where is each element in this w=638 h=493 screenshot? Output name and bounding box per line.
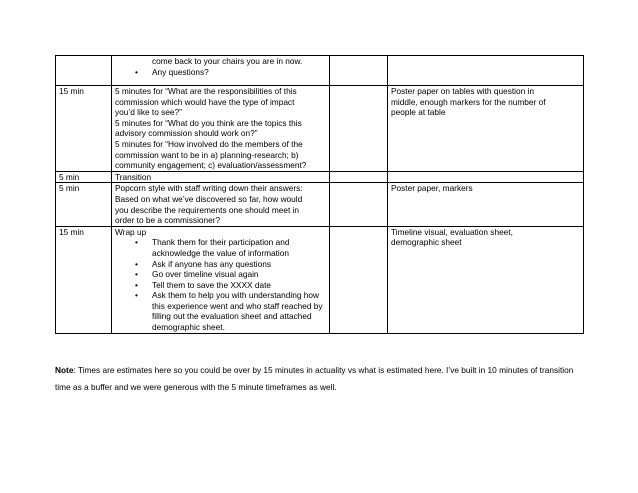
bullet-icon: • xyxy=(135,269,138,280)
note-text: : Times are estimates here so you could be over by 15 minutes in actuality vs what is estimated here. I’ve built in 10 minutes of transition time as a buffer and we were generous with the 5 minute timeframes as well. xyxy=(55,365,574,392)
activity-cell xyxy=(112,56,330,86)
activity-cell xyxy=(112,226,330,333)
empty-cell xyxy=(330,183,388,226)
bullet-icon: • xyxy=(135,66,138,77)
table-row xyxy=(56,226,584,333)
materials-line: people at table xyxy=(391,107,446,118)
time-cell xyxy=(56,56,112,86)
materials-line: Poster paper, markers xyxy=(391,183,473,194)
activity-cell: Transition xyxy=(112,171,330,183)
activity-line: advisory commission should work on?” xyxy=(115,128,258,139)
bullet-line: demographic sheet. xyxy=(152,322,225,333)
empty-cell xyxy=(330,226,388,333)
bullet-line: Tell them to save the XXXX date xyxy=(152,279,271,290)
note-label: Note xyxy=(55,365,74,375)
bullet-line: filling out the evaluation sheet and attached xyxy=(152,311,312,322)
materials-line: middle, enough markers for the number of xyxy=(391,96,546,107)
materials-line: Poster paper on tables with question in xyxy=(391,86,534,96)
bullet-list xyxy=(115,67,326,78)
empty-cell xyxy=(330,86,388,172)
bullet-icon: • xyxy=(135,258,138,269)
activity-line: Based on what we’ve discovered so far, how would xyxy=(115,193,303,204)
list-item xyxy=(115,237,326,258)
footnote xyxy=(55,362,585,396)
list-item: • Any questions? xyxy=(135,66,209,77)
activity-line: 5 minutes for “How involved do the members of the xyxy=(115,138,303,149)
materials-line: demographic sheet xyxy=(391,237,462,248)
activity-line: you describe the requirements one should meet in xyxy=(115,204,300,215)
materials-cell xyxy=(388,183,584,226)
activity-cell xyxy=(112,86,330,172)
activity-line: order to be a commissioner? xyxy=(115,215,221,226)
materials-line: Timeline visual, evaluation sheet, xyxy=(391,226,513,237)
activity-line: community engagement; c) evaluation/assessment? xyxy=(115,160,307,171)
empty-cell xyxy=(330,56,388,86)
table-row xyxy=(56,86,584,172)
wrap-up-heading: Wrap up xyxy=(115,226,147,237)
activity-line: commission want to be in a) planning-research; b) xyxy=(115,149,299,160)
agenda-table xyxy=(55,55,584,334)
bullet-line: Go over timeline visual again xyxy=(152,269,259,280)
table-row xyxy=(56,183,584,226)
list-item xyxy=(115,290,326,332)
activity-line: you’d like to see?” xyxy=(115,107,182,118)
list-item xyxy=(115,280,326,291)
continued-text: come back to your chairs you are in now. xyxy=(152,56,303,66)
materials-cell xyxy=(388,56,584,86)
activity-line: 5 minutes for “What are the responsibilities of this xyxy=(115,86,297,96)
time-cell: 15 min xyxy=(56,86,112,172)
bullet-line: Thank them for their participation and xyxy=(152,237,290,248)
bullet-line: Ask them to help you with understanding how xyxy=(152,290,319,301)
bullet-icon: • xyxy=(135,237,138,248)
time-cell: 15 min xyxy=(56,226,112,333)
materials-cell xyxy=(388,171,584,183)
activity-line: Popcorn style with staff writing down their answers: xyxy=(115,183,303,194)
list-item xyxy=(115,259,326,270)
bullet-line: this experience went and who staff reached by xyxy=(152,300,323,311)
activity-line: commission which would have the type of impact xyxy=(115,96,295,107)
activity-cell xyxy=(112,183,330,226)
bullet-list xyxy=(115,237,326,332)
time-cell: 5 min xyxy=(56,183,112,226)
empty-cell xyxy=(330,171,388,183)
bullet-icon: • xyxy=(135,279,138,290)
materials-cell xyxy=(388,226,584,333)
bullet-line: acknowledge the value of information xyxy=(152,247,289,258)
time-cell: 5 min xyxy=(56,171,112,183)
activity-line: 5 minutes for “What do you think are the topics this xyxy=(115,117,302,128)
list-item xyxy=(115,269,326,280)
bullet-line: Ask if anyone has any questions xyxy=(152,258,271,269)
bullet-icon: • xyxy=(135,290,138,301)
materials-cell xyxy=(388,86,584,172)
table-row xyxy=(56,171,584,183)
table-row xyxy=(56,56,584,86)
